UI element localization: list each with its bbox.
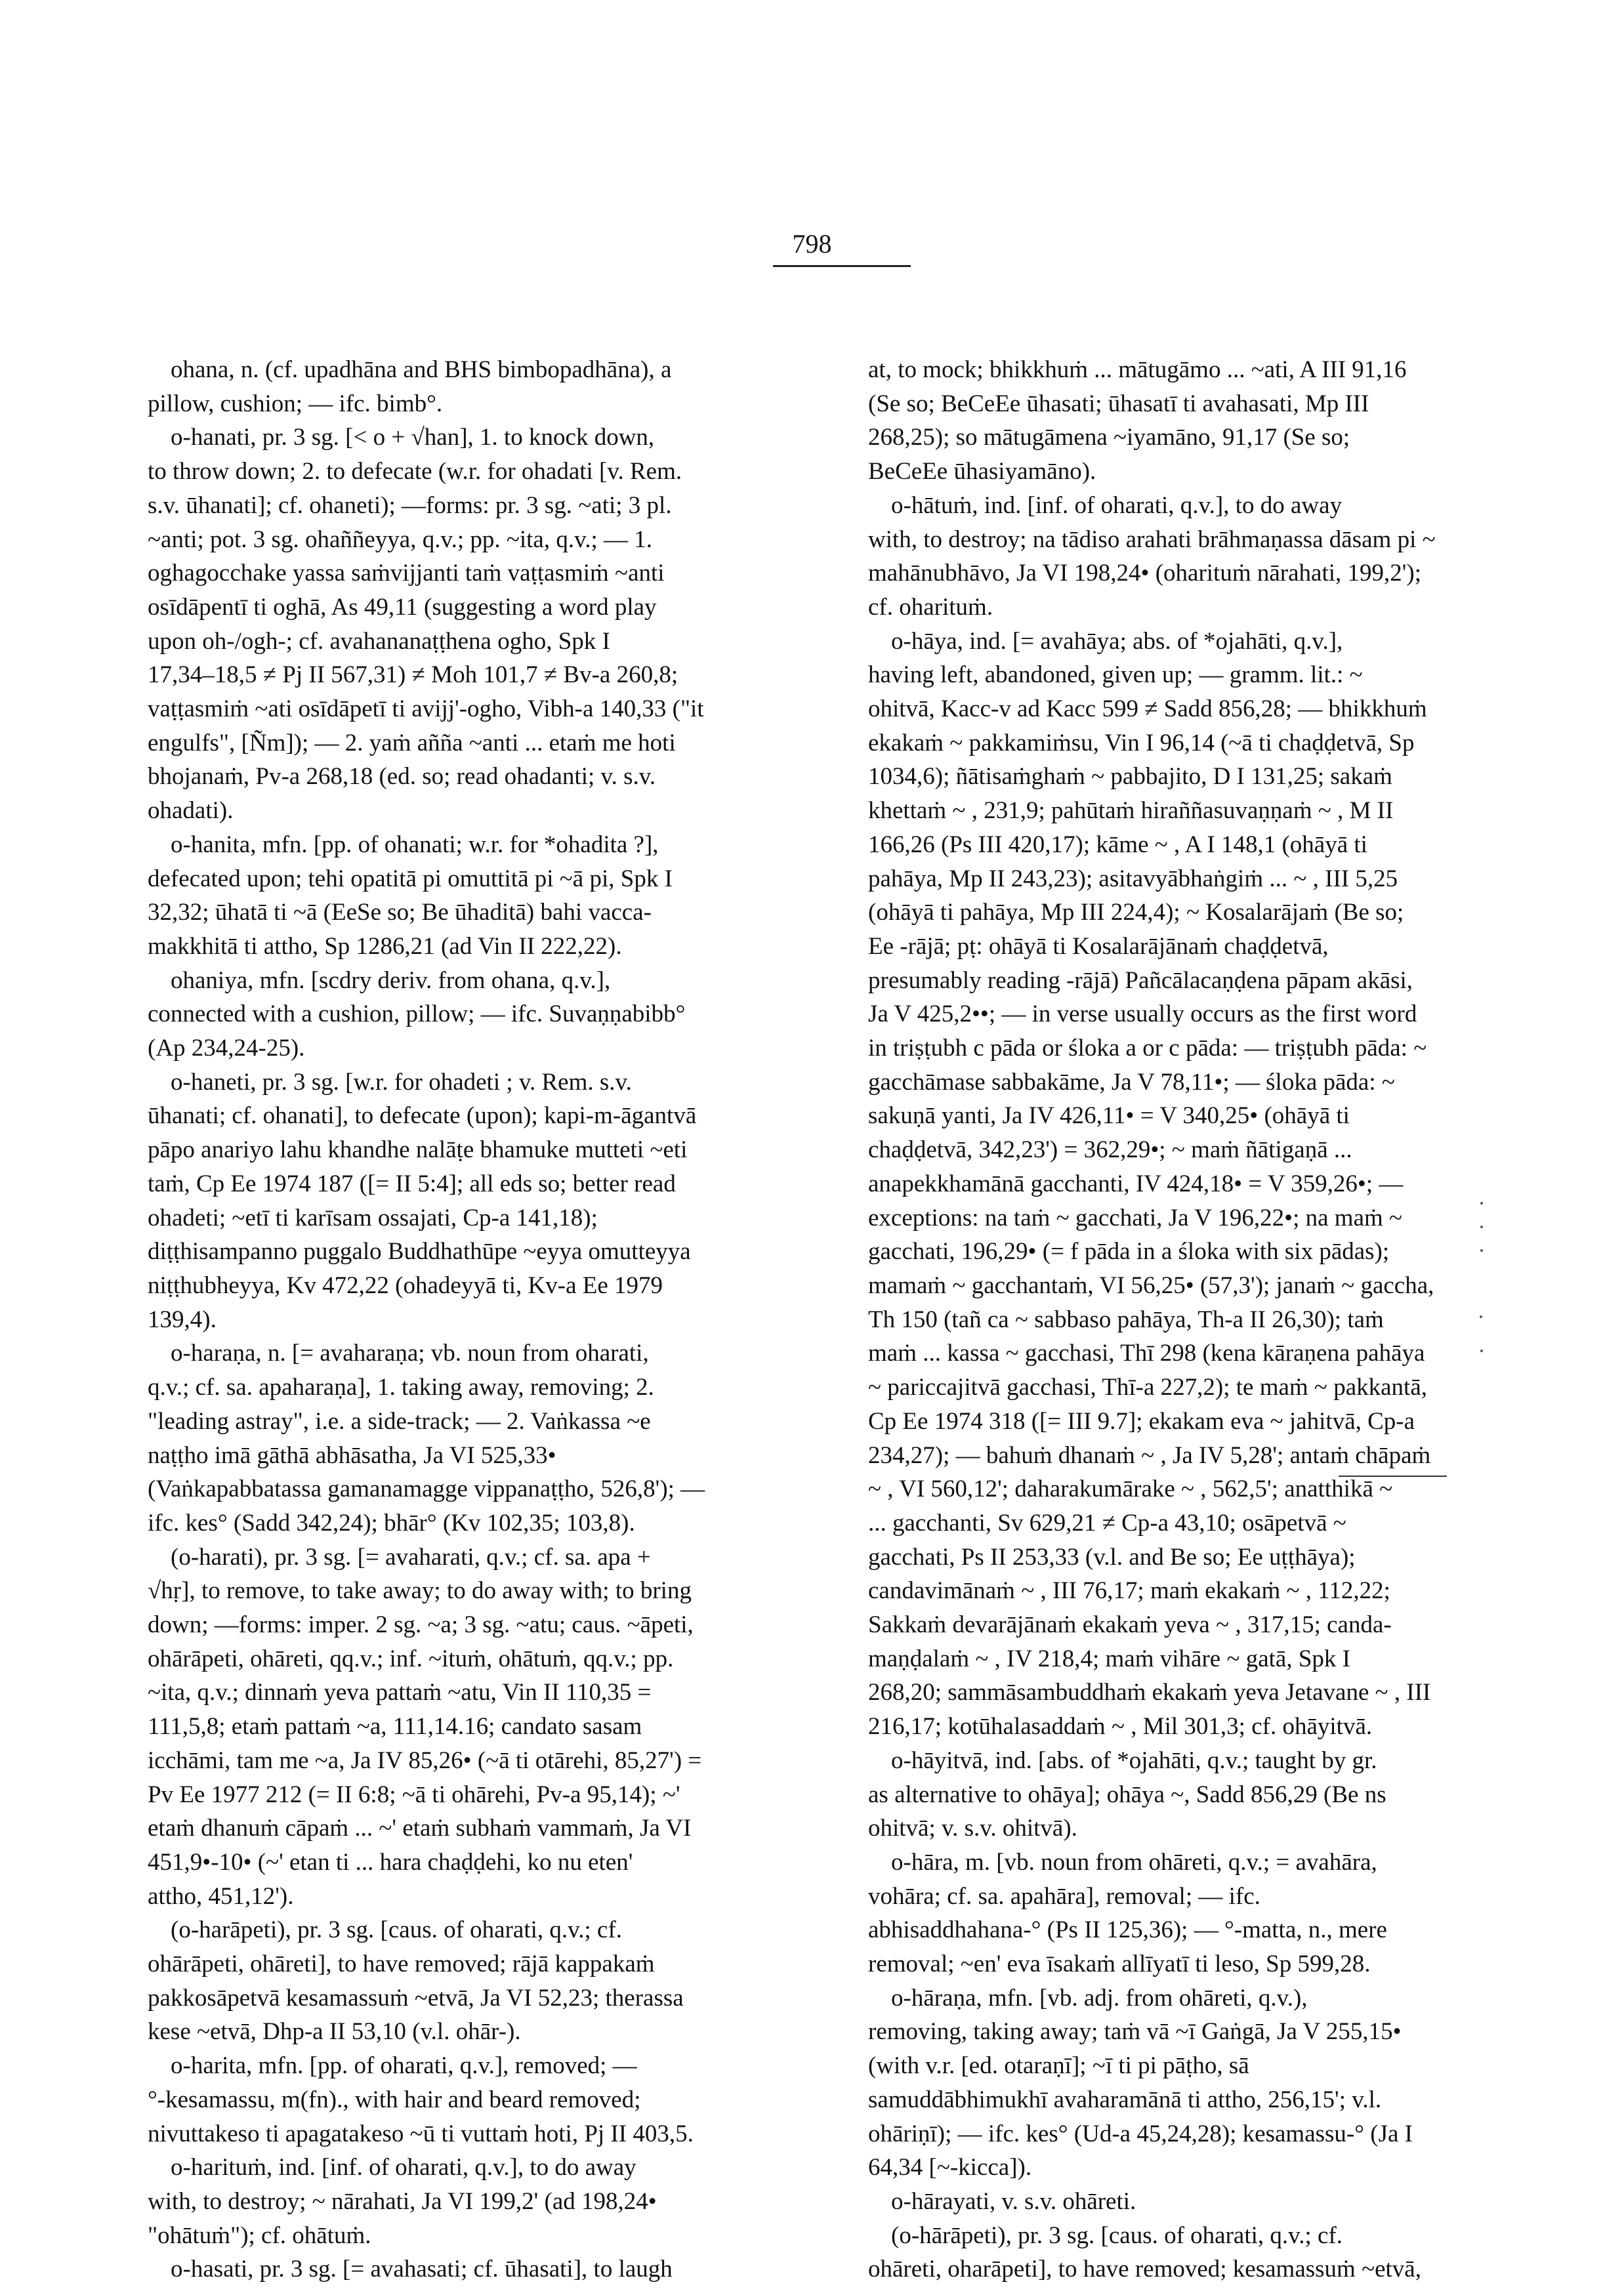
entry-text-line: connected with a cushion, pillow; — ifc. Suvaṇṇabibb° xyxy=(148,1001,686,1028)
entry-text-line: taṁ, Cp Ee 1974 187 ([= II 5:4]; all eds so; better read xyxy=(148,1170,676,1197)
entry-text-line: mahānubhāvo, Ja VI 198,24• (oharituṁ nārahati, 199,2'); xyxy=(868,560,1422,587)
entry-text-line: (Se so; BeCeEe ūhasati; ūhasatī ti avahasati, Mp III xyxy=(868,390,1369,417)
entry-text-line: q.v.; cf. sa. apaharaṇa], 1. taking away, removing; 2. xyxy=(148,1374,654,1401)
entry-headword-line: ohana, n. (cf. upadhāna and BHS bimbopadhāna), a xyxy=(171,356,672,383)
dictionary-entry xyxy=(868,1846,1583,1981)
entry-headword-line: o-hārayati, v. s.v. ohāreti. xyxy=(891,2187,1136,2215)
entry-text-line: ohitvā, Kacc-v ad Kacc 599 ≠ Sadd 856,28; — bhikkhuṁ xyxy=(868,695,1427,723)
short-rule xyxy=(1339,1476,1447,1477)
scan-speck xyxy=(1480,1350,1483,1352)
entry-text-line: 1034,6); ñātisaṁghaṁ ~ pabbajito, D I 131,25; sakaṁ xyxy=(868,763,1392,791)
entry-headword-line: o-hasati, pr. 3 sg. [= avahasati; cf. ūhasati], to laugh xyxy=(171,2256,673,2283)
entry-text-line: Ee -rājā; pṭ: ohāyā ti Kosalarājānaṁ chaḍḍetvā, xyxy=(868,932,1329,960)
entry-text-line: cf. oharituṁ. xyxy=(868,593,993,621)
entry-text-line: naṭṭho imā gāthā abhāsatha, Ja VI 525,33• xyxy=(148,1441,556,1469)
entry-text-line: pahāya, Mp II 243,23); asitavyābhaṅgiṁ ... ~ , III 5,25 xyxy=(868,865,1398,892)
scan-speck xyxy=(1480,1202,1483,1205)
dictionary-entry xyxy=(148,964,863,1065)
entry-text-line: √hṛ], to remove, to take away; to do away with; to bring xyxy=(148,1577,692,1605)
dictionary-entry xyxy=(148,2049,863,2151)
entry-text-line: s.v. ūhanati]; cf. ohaneti); —forms: pr. 3 sg. ~ati; 3 pl. xyxy=(148,491,672,519)
entry-text-line: 234,27); — bahuṁ dhanaṁ ~ , Ja IV 5,28'; antaṁ chāpaṁ xyxy=(868,1441,1431,1469)
entry-text-line: having left, abandoned, given up; — gramm. lit.: ~ xyxy=(868,661,1363,689)
page-number: 798 xyxy=(792,229,832,258)
entry-text-line: nivuttakeso ti apagatakeso ~ū ti vuttaṁ hoti, Pj II 403,5. xyxy=(148,2120,694,2147)
entry-text-line: with, to destroy; ~ nārahati, Ja VI 199,2' (ad 198,24• xyxy=(148,2187,657,2215)
entry-text-line: mamaṁ ~ gacchantaṁ, VI 56,25• (57,3'); janaṁ ~ gaccha, xyxy=(868,1272,1434,1299)
entry-headword-line: o-haraṇa, n. [= avaharaṇa; vb. noun from oharati, xyxy=(171,1340,649,1367)
entry-text-line: 268,20; sammāsambuddhaṁ ekakaṁ yeva Jetavane ~ , III xyxy=(868,1679,1431,1706)
entry-text-line: removal; ~en' eva īsakaṁ allīyatī ti leso, Sp 599,28. xyxy=(868,1951,1371,1978)
entry-text-line: 17,34–18,5 ≠ Pj II 567,31) ≠ Moh 101,7 ≠ Bv-a 260,8; xyxy=(148,661,678,689)
entry-text-line: "ohātuṁ"); cf. ohātuṁ. xyxy=(148,2222,371,2249)
dictionary-entry xyxy=(868,2219,1583,2286)
entry-text-line: ohadeti; ~etī ti karīsam ossajati, Cp-a 141,18); xyxy=(148,1204,598,1231)
entry-text-line: khettaṁ ~ , 231,9; pahūtaṁ hiraññasuvaṇṇaṁ ~ , M II xyxy=(868,797,1394,825)
entry-text-line: (Vaṅkapabbatassa gamanamagge vippanaṭṭho, 526,8'); — xyxy=(148,1476,705,1503)
entry-text-line: bhojanaṁ, Pv-a 268,18 (ed. so; read ohadanti; v. s.v. xyxy=(148,763,656,791)
entry-text-line: diṭṭhisampanno puggalo Buddhathūpe ~eyya omutteyya xyxy=(148,1238,691,1266)
entry-text-line: ~ita, q.v.; dinnaṁ yeva pattaṁ ~atu, Vin II 110,35 = xyxy=(148,1679,652,1706)
entry-headword-line: o-hanati, pr. 3 sg. [< o + √han], 1. to knock down, xyxy=(171,424,655,451)
entry-headword-line: o-haneti, pr. 3 sg. [w.r. for ohadeti ; v. Rem. s.v. xyxy=(171,1068,632,1096)
scan-speck xyxy=(1480,1226,1483,1228)
entry-text-line: Th 150 (tañ ca ~ sabbaso pahāya, Th-a II 26,30); taṁ xyxy=(868,1306,1384,1333)
entry-text-line: down; —forms: imper. 2 sg. ~a; 3 sg. ~atu; caus. ~āpeti, xyxy=(148,1611,694,1639)
entry-text-line: kese ~etvā, Dhp-a II 53,10 (v.l. ohār-). xyxy=(148,2018,521,2046)
entry-text-line: BeCeEe ūhasiyamāno). xyxy=(868,458,1096,486)
dictionary-entry xyxy=(868,1744,1583,1846)
entry-text-line: samuddābhimukhī avaharamānā ti attho, 256,15'; v.l. xyxy=(868,2086,1382,2113)
entry-text-line: pakkosāpetvā kesamassuṁ ~etvā, Ja VI 52,23; therassa xyxy=(148,1984,684,2012)
entry-text-line: makkhitā ti attho, Sp 1286,21 (ad Vin II 222,22). xyxy=(148,932,622,960)
entry-text-line: attho, 451,12'). xyxy=(148,1882,294,1910)
dictionary-entry xyxy=(148,421,863,827)
entry-text-line: as alternative to ohāya]; ohāya ~, Sadd 856,29 (Be ns xyxy=(868,1781,1386,1808)
entry-headword-line: o-harituṁ, ind. [inf. of oharati, q.v.], to do away xyxy=(171,2154,636,2181)
entry-text-line: Sakkaṁ devarājānaṁ ekakaṁ yeva ~ , 317,15; canda- xyxy=(868,1611,1392,1639)
entry-text-line: 166,26 (Ps III 420,17); kāme ~ , A I 148,1 (ohāyā ti xyxy=(868,831,1367,858)
entry-text-line: 451,9•-10• (~' etan ti ... hara chaḍḍehi, ko nu eten' xyxy=(148,1848,633,1876)
entry-text-line: ohāreti, oharāpeti], to have removed; kesamassuṁ ~etvā, xyxy=(868,2256,1421,2283)
entry-text-line: osīdāpentī ti oghā, As 49,11 (suggesting a word play xyxy=(148,593,657,621)
entry-text-line: ~ , VI 560,12'; daharakumārake ~ , 562,5'; anatthikā ~ xyxy=(868,1476,1393,1503)
entry-text-line: gacchāmase sabbakāme, Ja V 78,11•; — śloka pāda: ~ xyxy=(868,1068,1395,1096)
entry-text-line: pillow, cushion; — ifc. bimb°. xyxy=(148,390,443,417)
dictionary-entry xyxy=(148,2252,863,2286)
entry-headword-line: o-hāyitvā, ind. [abs. of *ojahāti, q.v.; taught by gr. xyxy=(891,1747,1377,1774)
entry-text-line: (ohāyā ti pahāya, Mp III 224,4); ~ Kosalarājaṁ (Be so; xyxy=(868,899,1404,926)
entry-headword-line: (o-hārāpeti), pr. 3 sg. [caus. of oharati, q.v.; cf. xyxy=(891,2222,1343,2249)
entry-text-line: upon oh-/ogh-; cf. avahananaṭṭhena ogho, Spk I xyxy=(148,627,610,655)
dictionary-entry xyxy=(148,2151,863,2252)
entry-text-line: candavimānaṁ ~ , III 76,17; maṁ ekakaṁ ~ , 112,22; xyxy=(868,1577,1390,1605)
entry-text-line: ohadati). xyxy=(148,797,234,825)
entry-text-line: 139,4). xyxy=(148,1306,217,1333)
entry-text-line: ~anti; pot. 3 sg. ohaññeyya, q.v.; pp. ~ita, q.v.; — 1. xyxy=(148,526,652,553)
entry-text-line: ohārāpeti, ohāreti, qq.v.; inf. ~ituṁ, ohātuṁ, qq.v.; pp. xyxy=(148,1645,674,1672)
entry-text-line: gacchati, 196,29• (= f pāda in a śloka with six pādas); xyxy=(868,1238,1390,1266)
page-number-rule xyxy=(773,265,911,267)
entry-headword-line: at, to mock; bhikkhuṁ ... mātugāmo ... ~ati, A III 91,16 xyxy=(868,356,1407,383)
entry-text-line: ekakaṁ ~ pakkamiṁsu, Vin I 96,14 (~ā ti chaḍḍetvā, Sp xyxy=(868,729,1415,756)
entry-headword-line: o-hāya, ind. [= avahāya; abs. of *ojahāti, q.v.], xyxy=(891,627,1343,655)
entry-text-line: presumably reading -rājā) Pañcālacaṇḍena pāpam akāsi, xyxy=(868,966,1413,994)
entry-text-line: icchāmi, tam me ~a, Ja IV 85,26• (~ā ti otārehi, 85,27') = xyxy=(148,1747,702,1774)
entry-text-line: vohāra; cf. sa. apahāra], removal; — ifc. xyxy=(868,1882,1260,1910)
entry-text-line: ūhanati; cf. ohanati], to defecate (upon); kapi-m-āgantvā xyxy=(148,1102,697,1130)
entry-text-line: ~ pariccajitvā gacchasi, Thī-a 227,2); te maṁ ~ pakkantā, xyxy=(868,1374,1427,1401)
entry-headword-line: o-hāra, m. [vb. noun from ohāreti, q.v.; = avahāra, xyxy=(891,1848,1377,1876)
entry-text-line: chaḍḍetvā, 342,23') = 362,29•; ~ maṁ ñātigaṇā ... xyxy=(868,1136,1352,1164)
entry-text-line: 64,34 [~-kicca]). xyxy=(868,2154,1032,2181)
entry-text-line: (with v.r. [ed. otaraṇī]; ~ī ti pi pāṭho, sā xyxy=(868,2052,1249,2080)
entry-text-line: defecated upon; tehi opatitā pi omuttitā pi ~ā pi, Spk I xyxy=(148,865,673,892)
left-column xyxy=(148,353,863,2286)
entry-text-line: anapekkhamānā gacchanti, IV 424,18• = V 359,26•; — xyxy=(868,1170,1404,1197)
entry-text-line: maṇḍalaṁ ~ , IV 218,4; maṁ vihāre ~ gatā, Spk I xyxy=(868,1645,1350,1672)
dictionary-entry xyxy=(868,2185,1583,2219)
entry-text-line: Ja V 425,2••; — in verse usually occurs as the first word xyxy=(868,1001,1417,1028)
entry-text-line: ohārāpeti, ohāreti], to have removed; rājā kappakaṁ xyxy=(148,1951,655,1978)
entry-text-line: removing, taking away; taṁ vā ~ī Gaṅgā, Ja V 255,15• xyxy=(868,2018,1402,2046)
entry-text-line: 32,32; ūhatā ti ~ā (EeSe so; Be ūhaditā) bahi vacca- xyxy=(148,899,652,926)
entry-text-line: ... gacchanti, Sv 629,21 ≠ Cp-a 43,10; osāpetvā ~ xyxy=(868,1509,1346,1537)
scan-speck xyxy=(1480,1315,1482,1318)
dictionary-entry xyxy=(868,625,1583,1744)
entry-headword-line: o-hātuṁ, ind. [inf. of oharati, q.v.], to do away xyxy=(891,491,1343,519)
entry-text-line: sakuṇā yanti, Ja IV 426,11• = V 340,25• (ohāyā ti xyxy=(868,1102,1350,1130)
entry-headword-line: o-harita, mfn. [pp. of oharati, q.v.], removed; — xyxy=(171,2052,637,2080)
entry-text-line: 216,17; kotūhalasaddaṁ ~ , Mil 301,3; cf. ohāyitvā. xyxy=(868,1713,1373,1741)
entry-text-line: °-kesamassu, m(fn)., with hair and beard removed; xyxy=(148,2086,641,2113)
entry-text-line: 268,25); so mātugāmena ~iyamāno, 91,17 (Se so; xyxy=(868,424,1350,451)
dictionary-entry xyxy=(148,1913,863,2049)
entry-text-line: (Ap 234,24-25). xyxy=(148,1035,305,1062)
entry-headword-line: ohaniya, mfn. [scdry deriv. from ohana, q.v.], xyxy=(171,966,611,994)
entry-text-line: ifc. kes° (Sadd 342,24); bhār° (Kv 102,35; 103,8). xyxy=(148,1509,635,1537)
entry-text-line: Pv Ee 1977 212 (= II 6:8; ~ā ti ohārehi, Pv-a 95,14); ~' xyxy=(148,1781,680,1808)
entry-text-line: Cp Ee 1974 318 ([= III 9.7]; ekakam eva ~ jahitvā, Cp-a xyxy=(868,1407,1415,1435)
entry-headword-line: o-hanita, mfn. [pp. of ohanati; w.r. for *ohadita ?], xyxy=(171,831,659,858)
dictionary-entry xyxy=(868,353,1583,489)
entry-text-line: ohāriṇī); — ifc. kes° (Ud-a 45,24,28); kesamassu-° (Ja I xyxy=(868,2120,1413,2147)
entry-text-line: abhisaddhahana-° (Ps II 125,36); — °-matta, n., mere xyxy=(868,1916,1387,1944)
entry-text-line: pāpo anariyo lahu khandhe nalāṭe bhamuke mutteti ~eti xyxy=(148,1136,688,1164)
entry-text-line: ohitvā; v. s.v. ohitvā). xyxy=(868,1815,1077,1842)
dictionary-entry xyxy=(148,828,863,964)
dictionary-entry xyxy=(148,1065,863,1337)
scan-speck xyxy=(1480,1249,1483,1252)
entry-text-line: vaṭṭasmiṁ ~ati osīdāpetī ti avijj'-ogho, Vibh-a 140,33 ("it xyxy=(148,695,704,723)
dictionary-entry xyxy=(148,1336,863,1540)
dictionary-entry xyxy=(148,353,863,421)
entry-headword-line: (o-harāpeti), pr. 3 sg. [caus. of oharati, q.v.; cf. xyxy=(171,1916,623,1944)
entry-text-line: with, to destroy; na tādiso arahati brāhmaṇassa dāsam pi ~ xyxy=(868,526,1436,553)
entry-text-line: etaṁ dhanuṁ cāpaṁ ... ~' etaṁ subhaṁ vammaṁ, Ja VI xyxy=(148,1815,692,1842)
right-column xyxy=(868,353,1583,2286)
dictionary-entry xyxy=(868,1981,1583,2185)
entry-text-line: maṁ ... kassa ~ gacchasi, Thī 298 (kena kāraṇena pahāya xyxy=(868,1340,1425,1367)
entry-text-line: engulfs", [Ñm]); — 2. yaṁ añña ~anti ... etaṁ me hoti xyxy=(148,729,676,756)
dictionary-entry xyxy=(868,489,1583,625)
entry-text-line: oghagocchake yassa saṁvijjanti taṁ vaṭṭasmiṁ ~anti xyxy=(148,560,665,587)
entry-text-line: niṭṭhubheyya, Kv 472,22 (ohadeyyā ti, Kv-a Ee 1979 xyxy=(148,1272,663,1299)
entry-text-line: "leading astray", i.e. a side-track; — 2. Vaṅkassa ~e xyxy=(148,1407,651,1435)
entry-text-line: 111,5,8; etaṁ pattaṁ ~a, 111,14.16; candato sasam xyxy=(148,1713,642,1741)
entry-text-line: in triṣṭubh c pāda or śloka a or c pāda: — triṣṭubh pāda: ~ xyxy=(868,1035,1427,1062)
dictionary-entry xyxy=(148,1540,863,1914)
entry-headword-line: (o-harati), pr. 3 sg. [= avaharati, q.v.; cf. sa. apa + xyxy=(171,1543,651,1571)
entry-text-line: to throw down; 2. to defecate (w.r. for ohadati [v. Rem. xyxy=(148,458,682,486)
entry-headword-line: o-hāraṇa, mfn. [vb. adj. from ohāreti, q.v.), xyxy=(891,1984,1308,2012)
entry-text-line: exceptions: na taṁ ~ gacchati, Ja V 196,22•; na maṁ ~ xyxy=(868,1204,1403,1231)
entry-text-line: gacchati, Ps II 253,33 (v.l. and Be so; Ee uṭṭhāya); xyxy=(868,1543,1356,1571)
